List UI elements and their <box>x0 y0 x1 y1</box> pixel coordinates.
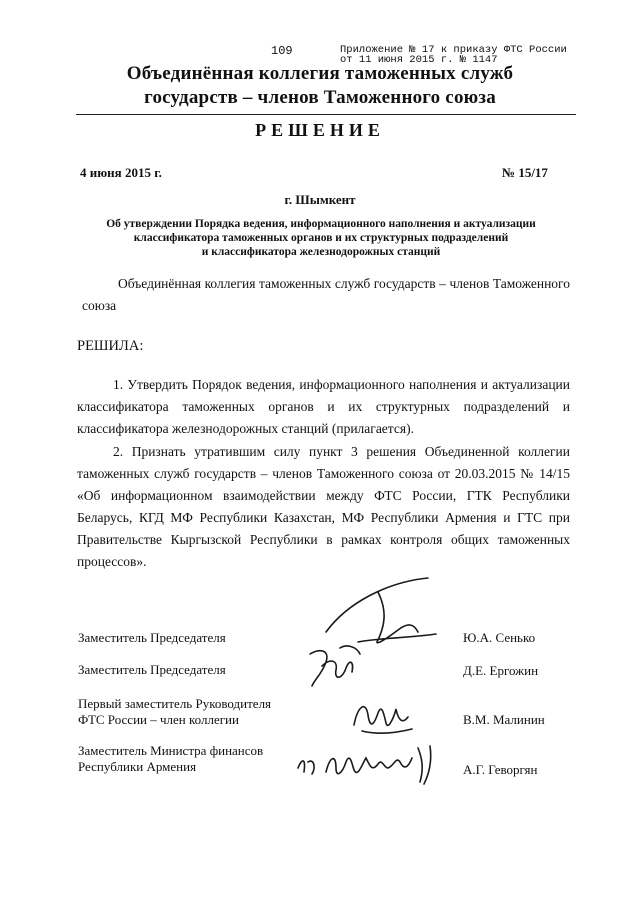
decision-number: № 15/17 <box>502 165 548 180</box>
signatory-2-position <box>78 662 226 678</box>
signatory-1-position-line-1: Заместитель Председателя <box>78 630 226 645</box>
signature-2-image <box>300 640 370 695</box>
signatory-1-name: Ю.А. Сенько <box>463 630 536 645</box>
signatory-2-name: Д.Е. Ергожин <box>463 663 539 678</box>
decision-city: г. Шымкент <box>284 192 356 207</box>
appendix-line-2: от 11 июня 2015 г. № 1147 <box>340 54 498 66</box>
intro-paragraph: Объединённая коллегия таможенных служб государств – членов Таможенного союза <box>82 276 570 313</box>
document-type-heading: РЕШЕНИЕ <box>255 120 385 140</box>
signatory-4-name: А.Г. Геворгян <box>463 762 538 777</box>
organization-line-2: государств – членов Таможенного союза <box>144 87 496 108</box>
signatory-2-position-line-1: Заместитель Председателя <box>78 662 226 677</box>
signatory-4-position-line-2: Республики Армения <box>78 759 197 774</box>
signatory-3-position-line-2: ФТС России – член коллегии <box>78 712 239 727</box>
signatory-4-position-line-1: Заместитель Министра финансов <box>78 743 264 758</box>
resolution-item-1: 1. Утвердить Порядок ведения, информационного наполнения и актуализации классификатора таможенных органов и их структурных подразделений и классификатора железнодорожных станций (прилагается). <box>77 377 570 436</box>
signatory-1-position <box>78 630 226 646</box>
decision-date: 4 июня 2015 г. <box>80 165 162 180</box>
organization-title <box>0 62 640 110</box>
signature-4-image <box>292 738 442 793</box>
signature-3-image <box>348 695 418 740</box>
resolved-label: РЕШИЛА: <box>77 338 144 354</box>
subject-line-3: и классификатора железнодорожных станций <box>201 246 441 258</box>
subject-line-1: Об утверждении Порядка ведения, информационного наполнения и актуализации <box>106 218 536 230</box>
decision-subject <box>96 217 546 259</box>
subject-line-2: классификатора таможенных органов и их структурных подразделений <box>133 232 509 244</box>
signatory-3-position-line-1: Первый заместитель Руководителя <box>78 696 272 711</box>
signatory-4-position <box>78 743 263 775</box>
page-number: 109 <box>271 44 293 58</box>
organization-line-1: Объединённая коллегия таможенных служб <box>126 63 514 84</box>
appendix-line-1: Приложение № 17 к приказу ФТС России <box>340 44 567 56</box>
resolution-item-2: 2. Признать утратившим силу пункт 3 решения Объединенной коллегии таможенных служб государств – членов Таможенного союза от 20.03.2015 № 14/15 «Об информационном взаимодействии между ФТС России, ГТК Республики Беларусь, КГД МФ Республики Казахстан, МФ Республики Армения и ГТС при Правительстве Кыргызской Республики в рамках контроля общих таможенных процессов». <box>77 444 570 569</box>
signatory-3-position <box>78 696 271 728</box>
signatory-3-name: В.М. Малинин <box>463 712 545 727</box>
title-rule <box>76 114 576 115</box>
